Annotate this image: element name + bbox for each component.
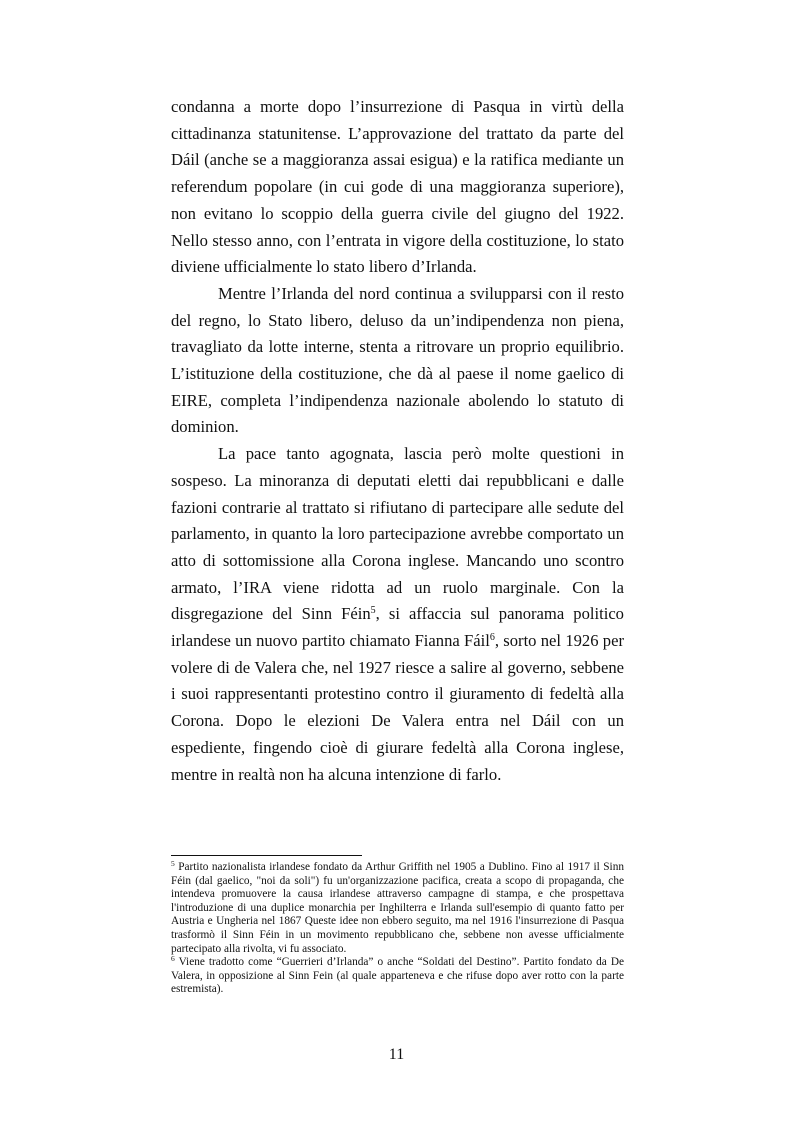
page-number: 11	[388, 1046, 405, 1063]
paragraph-2: Mentre l’Irlanda del nord continua a svilupparsi con il resto del regno, lo Stato libero, deluso da un’indipendenza non piena, travagliato da lotte interne, stenta a ritrovare un proprio equilibrio. L’istituzione della costituzione, che dà al paese il nome gaelico di EIRE, completa l’indipendenza nazionale abolendo lo statuto di dominion.	[171, 283, 624, 437]
footnote-marker-6: 6	[171, 954, 175, 964]
footnote-ref-6[interactable]: 6	[489, 632, 495, 644]
footnote-text-6: Viene tradotto come “Guerrieri d’Irlanda” o anche “Soldati del Destino”. Partito fondato da De Valera, in opposizione al Sinn Fein (al quale apparteneva e che rifuse dopo aver rotto con la parte estremista).	[171, 956, 624, 996]
paragraph-3: La pace tanto agognata, lascia però molte questioni in sospeso. La minoranza di deputati eletti dai repubblicani e dalle fazioni contrarie al trattato si rifiutano di partecipare alle sedute del parlamento, in quanto la loro partecipazione avrebbe comportato un atto di sottomissione alla Corona inglese. Mancando uno scontro armato, l’IRA viene ridotta ad un ruolo marginale. Con la disgregazione del Sinn Féin$^5$, si affaccia sul panorama politico irlandese un nuovo partito chiamato Fianna Fáil$^6$, sorto nel 1926 per volere di de Valera che, nel 1927 riesce a salire al governo, sebbene i suoi rappresentanti protestino contro il giuramento di fedeltà alla Corona. Dopo le elezioni De Valera entra nel Dáil con un espediente, fingendo cioè di giurare fedeltà alla Corona inglese, mentre in realtà non ha alcuna intenzione di farlo.	[171, 444, 624, 784]
footnote-6	[171, 956, 624, 997]
footnotes	[171, 861, 624, 997]
footnote-5	[171, 861, 624, 956]
footnote-ref-5[interactable]: 5	[370, 605, 376, 617]
body-text	[171, 94, 624, 788]
footnote-divider	[171, 855, 362, 856]
footnote-marker-5: 5	[171, 859, 175, 868]
paragraph-1: condanna a morte dopo l’insurrezione di Pasqua in virtù della cittadinanza statunitense. L’approvazione del trattato da parte del Dáil (anche se a maggioranza assai esigua) e la ratifica mediante un referendum popolare (in cui gode di una maggioranza superiore), non evitano lo scoppio della guerra civile del giugno del 1922. Nello stesso anno, con l’entrata in vigore della costituzione, lo stato diviene ufficialmente lo stato libero d’Irlanda.	[171, 97, 624, 277]
footnote-text-5: Partito nazionalista irlandese fondato da Arthur Griffith nel 1905 a Dublino. Fino al 1917 il Sinn Féin (dal gaelico, "noi da soli") fu un'organizzazione pacifica, creata a scopo di propaganda, che intendeva promuovere la causa irlandese attraverso campagne di stampa, e che prospettava l'introduzione di una duplice monarchia per Inghilterra e Irlanda sull'esempio di quanto fatto per Austria e Ungheria nel 1867 Queste idee non ebbero seguito, ma nel 1916 l'insurrezione di Pasqua trasformò il Sinn Féin in un movimento repubblicano che, sebbene non avesse ufficialmente partecipato alla rivolta, vi fu associato.	[171, 861, 624, 955]
